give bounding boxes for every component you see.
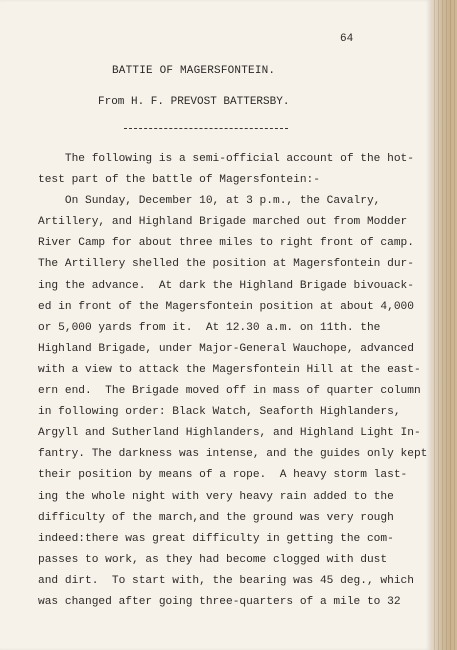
page-stack-edge	[430, 0, 457, 650]
body-line: and dirt. To start with, the bearing was 45 deg., which	[38, 574, 414, 587]
body-line: passes to work, as they had become clogged with dust	[38, 553, 388, 566]
page-number: 64	[340, 33, 354, 45]
body-line: The following is a semi-official account of the hot-	[38, 153, 414, 165]
body-line: or 5,000 yards from it. At 12.30 a.m. on 11th. the	[38, 321, 381, 334]
body-line: ern end. The Brigade moved off in mass of quarter column	[38, 385, 421, 398]
body-line: ing the whole night with very heavy rain added to the	[38, 490, 394, 503]
title-divider	[124, 128, 288, 129]
body-line: ed in front of the Magersfontein position at about 4,000	[38, 300, 414, 313]
body-line: test part of the battle of Magersfontein:-	[38, 174, 320, 187]
body-line: their position by means of a rope. A heavy storm last-	[38, 469, 408, 482]
body-line: Argyll and Sutherland Highlanders, and Highland Light In-	[38, 427, 421, 440]
document-title: BATTIE OF MAGERSFONTEIN.	[112, 65, 276, 77]
body-line: was changed after going three-quarters of a mile to 32	[38, 595, 401, 608]
body-line: Artillery, and Highland Brigade marched out from Modder	[38, 216, 408, 229]
body-text	[38, 149, 428, 613]
body-line: On Sunday, December 10, at 3 p.m., the Cavalry,	[38, 195, 381, 208]
body-line: indeed:there was great difficulty in getting the com-	[38, 532, 394, 545]
body-line: difficulty of the march,and the ground was very rough	[38, 511, 394, 524]
author-line: From H. F. PREVOST BATTERSBY.	[98, 96, 290, 108]
body-line: Highland Brigade, under Major-General Wauchope, advanced	[38, 342, 414, 355]
body-line: in following order: Black Watch, Seaforth Highlanders,	[38, 406, 401, 419]
body-line: fantry. The darkness was intense, and the guides only kept	[38, 448, 428, 461]
body-line: The Artillery shelled the position at Magersfontein dur-	[38, 258, 414, 271]
body-line: River Camp for about three miles to right front of camp.	[38, 237, 414, 250]
body-line: with a view to attack the Magersfontein Hill at the east-	[38, 363, 421, 376]
body-line: ing the advance. At dark the Highland Brigade bivouack-	[38, 279, 414, 292]
